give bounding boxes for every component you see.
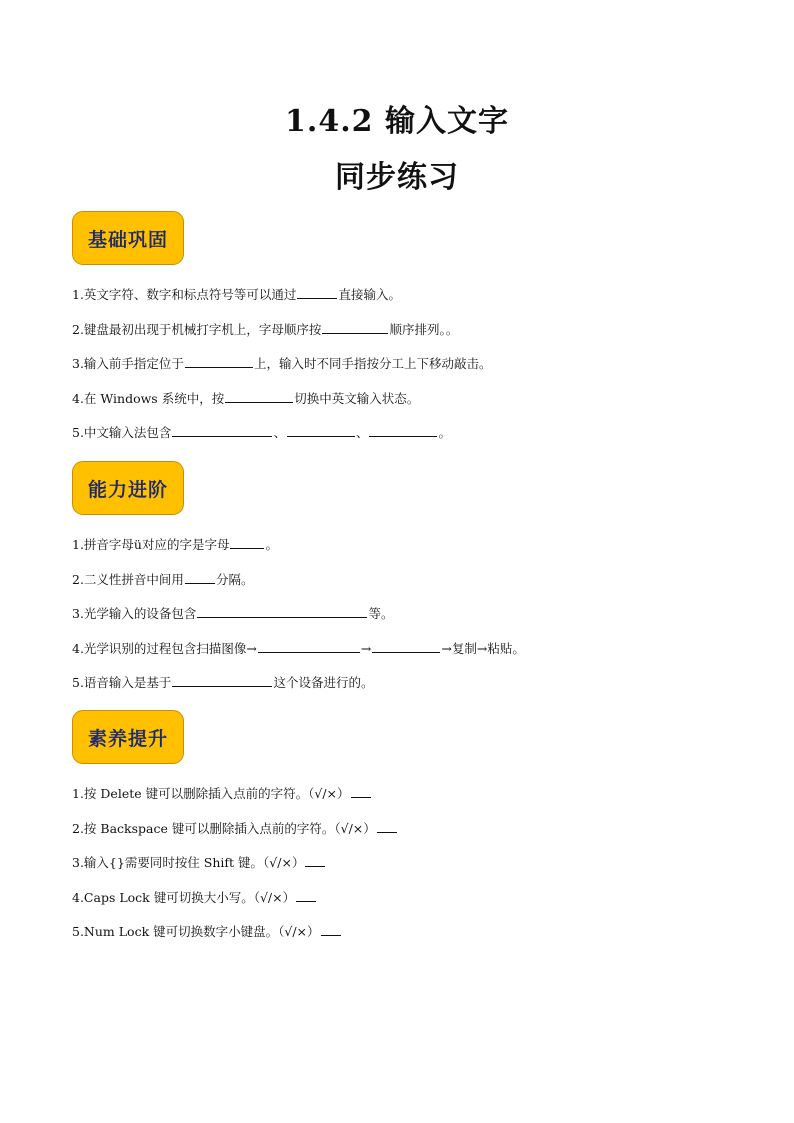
page-subtitle: 同步练习 bbox=[335, 160, 459, 195]
question-item: 2.按 Backspace 键可以删除插入点前的字符。（√/×） bbox=[72, 818, 752, 853]
question-item: 4.光学识别的过程包含扫描图像→ → →复制→粘贴。 bbox=[72, 638, 752, 673]
section-basic-questions bbox=[72, 284, 752, 457]
answer-blank[interactable] bbox=[297, 284, 337, 299]
answer-blank[interactable] bbox=[321, 921, 341, 936]
question-item: 3.输入{}需要同时按住 Shift 键。（√/×） bbox=[72, 852, 752, 887]
question-item: 3.输入前手指定位于 上，输入时不同手指按分工上下移动敲击。 bbox=[72, 353, 752, 388]
answer-blank[interactable] bbox=[225, 388, 293, 403]
question-item: 3.光学输入的设备包含 等。 bbox=[72, 603, 752, 638]
answer-blank[interactable] bbox=[322, 319, 388, 334]
answer-blank[interactable] bbox=[258, 638, 360, 653]
question-item: 2.二义性拼音中间用 分隔。 bbox=[72, 569, 752, 604]
answer-blank[interactable] bbox=[372, 638, 440, 653]
section-advanced-questions bbox=[72, 534, 752, 707]
section-badge-basic: 基础巩固 bbox=[72, 211, 184, 265]
section-literacy-questions bbox=[72, 783, 752, 956]
answer-blank[interactable] bbox=[305, 852, 325, 867]
answer-blank[interactable] bbox=[369, 422, 437, 437]
answer-blank[interactable] bbox=[172, 672, 272, 687]
answer-blank[interactable] bbox=[287, 422, 355, 437]
section-badge-literacy: 素养提升 bbox=[72, 710, 184, 764]
answer-blank[interactable] bbox=[377, 818, 397, 833]
answer-blank[interactable] bbox=[197, 603, 367, 618]
answer-blank[interactable] bbox=[351, 783, 371, 798]
question-item: 5.中文输入法包含 、 、 。 bbox=[72, 422, 752, 457]
answer-blank[interactable] bbox=[185, 569, 215, 584]
section-badge-advanced: 能力进阶 bbox=[72, 461, 184, 515]
question-item: 4.Caps Lock 键可切换大小写。（√/×） bbox=[72, 887, 752, 922]
question-item: 5.语音输入是基于 这个设备进行的。 bbox=[72, 672, 752, 707]
question-item: 4.在 Windows 系统中，按 切换中英文输入状态。 bbox=[72, 388, 752, 423]
question-item: 1.英文字符、数字和标点符号等可以通过 直接输入。 bbox=[72, 284, 752, 319]
answer-blank[interactable] bbox=[185, 353, 253, 368]
question-item: 1.按 Delete 键可以删除插入点前的字符。（√/×） bbox=[72, 783, 752, 818]
answer-blank[interactable] bbox=[230, 534, 264, 549]
question-item: 1.拼音字母ü对应的字是字母 。 bbox=[72, 534, 752, 569]
question-item: 2.键盘最初出现于机械打字机上，字母顺序按 顺序排列。。 bbox=[72, 319, 752, 354]
answer-blank[interactable] bbox=[172, 422, 272, 437]
page-title: 1.4.2 输入文字 bbox=[285, 104, 509, 139]
question-item: 5.Num Lock 键可切换数字小键盘。（√/×） bbox=[72, 921, 752, 956]
answer-blank[interactable] bbox=[296, 887, 316, 902]
